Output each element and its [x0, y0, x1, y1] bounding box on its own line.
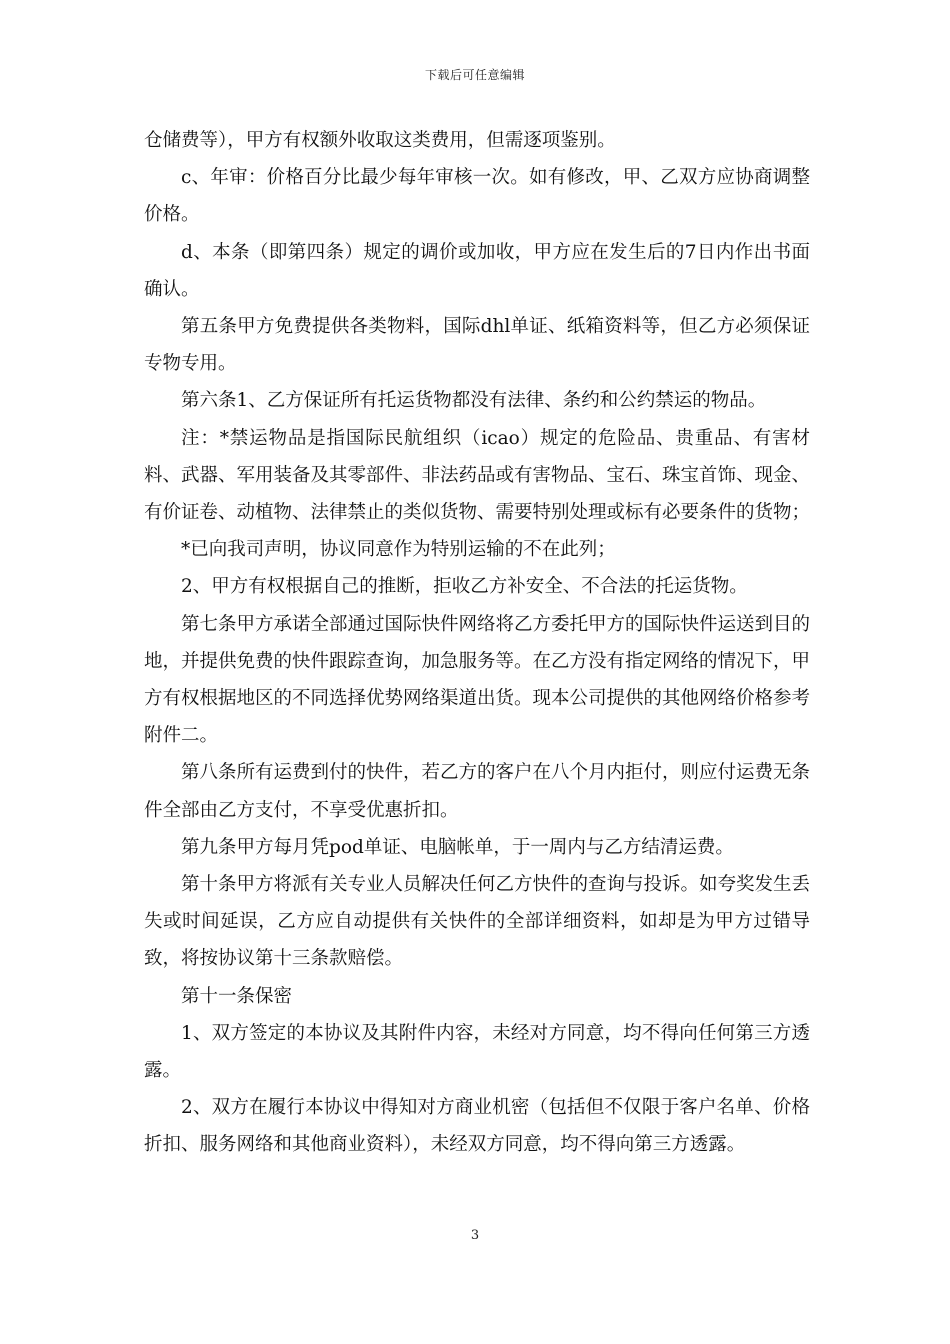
section-heading: 第十一条保密	[181, 985, 293, 1007]
paragraph: 第六条1、乙方保证所有托运货物都没有法律、条约和公约禁运的物品。	[181, 390, 767, 412]
paragraph: 1、双方签定的本协议及其附件内容，未经对方同意，均不得向任何第三方透露。	[144, 1022, 810, 1082]
paragraph: 注：*禁运物品是指国际民航组织（icao）规定的危险品、贵重品、有害材料、武器、军用装备及其零部件、非法药品或有害物品、宝石、珠宝首饰、现金、有价证卷、动植物、法律禁止的类似货物、需要特别处理或标有必要条件的货物；	[144, 427, 811, 524]
paragraph: 2、双方在履行本协议中得知对方商业机密（包括但不仅限于客户名单、价格折扣、服务网络和其他商业资料），未经双方同意，均不得向第三方透露。	[144, 1097, 810, 1156]
paragraph: 2、甲方有权根据自己的推断，拒收乙方补安全、不合法的托运货物。	[181, 576, 748, 598]
paragraph: 第九条甲方每月凭pod单证、电脑帐单，于一周内与乙方结清运费。	[181, 836, 734, 858]
paragraph: 第十条甲方将派有关专业人员解决任何乙方快件的查询与投诉。如夸奖发生丢失或时间延误，乙方应自动提供有关快件的全部详细资料，如却是为甲方过错导致，将按协议第十三条款赔偿。	[144, 874, 811, 970]
page-header: 下载后可任意编辑	[424, 68, 525, 82]
paragraph: c、年审：价格百分比最少每年审核一次。如有修改，甲、乙双方应协商调整价格。	[144, 167, 810, 226]
document-body	[144, 122, 810, 1164]
paragraph: 第七条甲方承诺全部通过国际快件网络将乙方委托甲方的国际快件运送到目的地，并提供免费的快件跟踪查询，加急服务等。在乙方没有指定网络的情况下，甲方有权根据地区的不同选择优势网络渠道出货。现本公司提供的其他网络价格参考附件二。	[144, 613, 811, 747]
paragraph: d、本条（即第四条）规定的调价或加收，甲方应在发生后的7日内作出书面确认。	[144, 241, 810, 300]
paragraph: 仓储费等），甲方有权额外收取这类费用，但需逐项鉴别。	[144, 130, 616, 151]
paragraph: 第五条甲方免费提供各类物料，国际dhl单证、纸箱资料等，但乙方必须保证专物专用。	[144, 316, 810, 375]
paragraph: *已向我司声明，协议同意作为特别运输的不在此列；	[181, 539, 616, 561]
page-number: 3	[470, 1228, 480, 1243]
paragraph: 第八条所有运费到付的快件，若乙方的客户在八个月内拒付，则应付运费无条件全部由乙方支付，不享受优惠折扣。	[144, 762, 811, 821]
